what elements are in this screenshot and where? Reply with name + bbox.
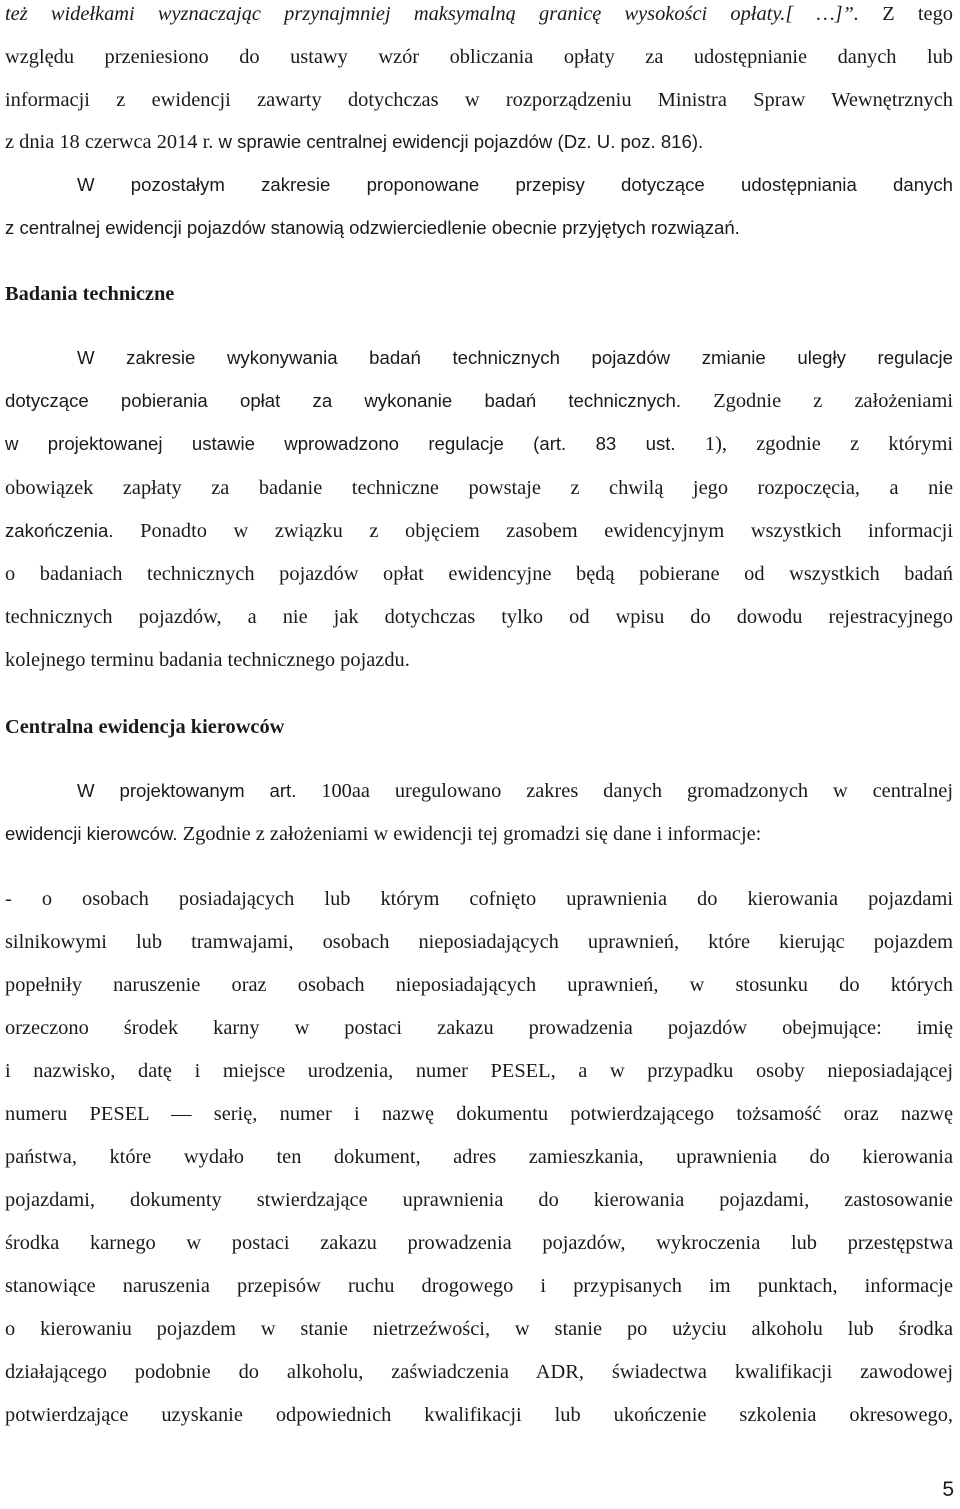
para-list-line: pojazdami, dokumenty stwierdzające uprawnienia do kierowania pojazdami, zastosowanie xyxy=(5,1189,953,1211)
para-fee-line-1 xyxy=(5,2,953,26)
para-remaining-line-2: z centralnej ewidencji pojazdów stanowią odzwierciedlenie obecnie przyjętych rozwiązań. xyxy=(5,217,740,238)
para-drivers-line-1 xyxy=(5,779,953,803)
para-tech-line-5 xyxy=(5,519,953,543)
text-fragment-sans: dotyczące pobierania opłat za wykonanie badań technicznych. xyxy=(5,390,682,411)
para-tech-line-7: technicznych pojazdów, a nie jak dotychczas tylko od wpisu do dowodu rejestracyjnego xyxy=(5,606,953,628)
para-list-line: działającego podobnie do alkoholu, zaświadczenia ADR, świadectwa kwalifikacji zawodowej xyxy=(5,1361,953,1383)
para-list-line: numeru PESEL ― serię, numer i nazwę dokumentu potwierdzającego tożsamość oraz nazwę xyxy=(5,1103,953,1125)
text-fragment: Zgodnie z założeniami xyxy=(681,390,953,412)
para-list-line: stanowiące naruszenia przepisów ruchu drogowego i przypisanych im punktach, informacje xyxy=(5,1275,953,1297)
para-fee-line-3: informacji z ewidencji zawarty dotychczas w rozporządzeniu Ministra Spraw Wewnętrznych xyxy=(5,89,953,111)
page-number: 5 xyxy=(942,1478,954,1501)
para-tech-line-4: obowiązek zapłaty za badanie techniczne powstaje z chwilą jego rozpoczęcia, a nie xyxy=(5,477,953,499)
para-drivers-line-2 xyxy=(5,822,953,846)
para-list-line: i nazwisko, datę i miejsce urodzenia, numer PESEL, a w przypadku osoby nieposiadającej xyxy=(5,1060,953,1082)
text-fragment-sans: W projektowanym art. xyxy=(77,780,297,801)
para-list-line: potwierdzające uzyskanie odpowiednich kwalifikacji lub ukończenie szkolenia okresowego, xyxy=(5,1404,953,1426)
text-fragment-sans: w projektowanej ustawie wprowadzono regulacje (art. 83 ust. xyxy=(5,433,676,454)
para-tech-line-3 xyxy=(5,432,953,456)
text-fragment: 100aa uregulowano zakres danych gromadzonych w centralnej xyxy=(296,780,953,802)
text-fragment: Zgodnie z założeniami w ewidencji tej gromadzi się dane i informacje: xyxy=(177,823,762,845)
quote-fragment: też widełkami wyznaczając przynajmniej maksymalną granicę wysokości opłaty.[ …]”. xyxy=(5,3,859,25)
para-tech-line-6: o badaniach technicznych pojazdów opłat ewidencyjne będą pobierane od wszystkich badań xyxy=(5,563,953,585)
para-remaining-line-1: W pozostałym zakresie proponowane przepisy dotyczące udostępniania danych xyxy=(77,174,953,195)
para-list-line: państwa, które wydało ten dokument, adres zamieszkania, uprawnienia do kierowania xyxy=(5,1146,953,1168)
para-list-line: popełniły naruszenie oraz osobach nieposiadających uprawnień, w stosunku do których xyxy=(5,974,953,996)
para-tech-line-2 xyxy=(5,389,953,413)
text-fragment-sans: zakończenia. xyxy=(5,520,114,541)
para-fee-line-4 xyxy=(5,130,953,154)
para-list-line: środka karnego w postaci zakazu prowadzenia pojazdów, wykroczenia lub przestępstwa xyxy=(5,1232,953,1254)
para-tech-line-8: kolejnego terminu badania technicznego pojazdu. xyxy=(5,649,410,671)
heading-central-drivers-register: Centralna ewidencja kierowców xyxy=(5,716,285,738)
text-fragment-sans: ewidencji kierowców. xyxy=(5,823,178,844)
para-list-line: o kierowaniu pojazdem w stanie nietrzeźwości, w stanie po użyciu alkoholu lub środka xyxy=(5,1318,953,1340)
heading-technical-inspections: Badania techniczne xyxy=(5,283,175,305)
text-fragment: Z tego xyxy=(859,3,953,25)
text-fragment: 1), zgodnie z którymi xyxy=(675,433,953,455)
text-fragment: Ponadto w związku z objęciem zasobem ewidencyjnym wszystkich informacji xyxy=(113,520,953,542)
text-fragment: z dnia 18 czerwca 2014 r. xyxy=(5,131,214,153)
para-fee-line-2: względu przeniesiono do ustawy wzór obliczania opłaty za udostępnianie danych lub xyxy=(5,46,953,68)
para-tech-line-1: W zakresie wykonywania badań technicznych pojazdów zmianie uległy regulacje xyxy=(77,347,953,368)
para-list-line: silnikowymi lub tramwajami, osobach nieposiadających uprawnień, które kierując pojazdem xyxy=(5,931,953,953)
para-list-line: orzeczono środek karny w postaci zakazu prowadzenia pojazdów obejmujące: imię xyxy=(5,1017,953,1039)
text-fragment-sans: w sprawie centralnej ewidencji pojazdów (Dz. U. poz. 816). xyxy=(213,131,704,152)
para-list-line: - o osobach posiadających lub którym cofnięto uprawnienia do kierowania pojazdami xyxy=(5,888,953,910)
